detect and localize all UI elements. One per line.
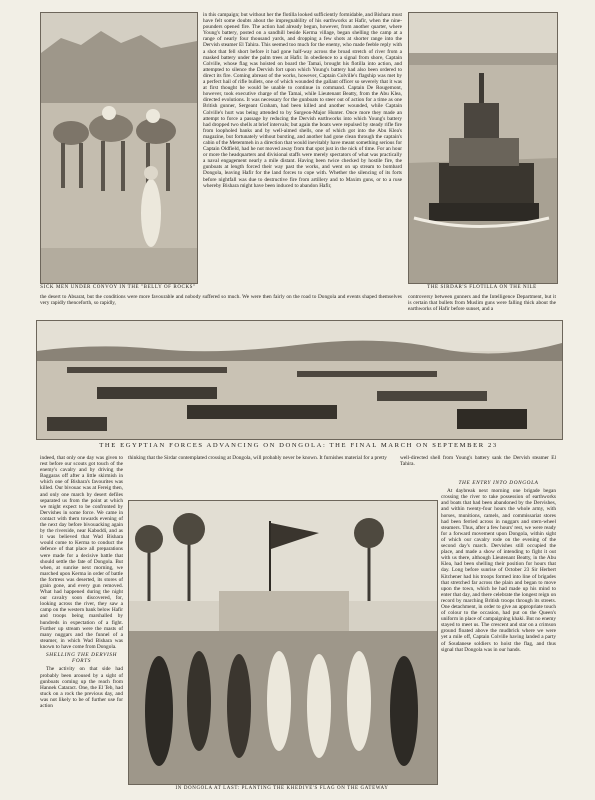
engraving-sick-men-convoy <box>40 12 198 284</box>
engraving-dongola-flag <box>128 500 438 785</box>
subheading-entry-dongola: THE ENTRY INTO DONGOLA <box>458 480 539 486</box>
article-paragraph: well-directed shell from Young's battery sank the Dervish steamer El Tahira. <box>400 455 556 468</box>
article-column-bottom-right-top <box>400 455 556 477</box>
banner-caption: THE EGYPTIAN FORCES ADVANCING ON DONGOLA: THE FINAL MARCH ON SEPTEMBER 23 <box>99 442 498 449</box>
subheading-shelling: SHELLING THE DERVISH FORTS <box>45 652 118 665</box>
article-column-bottom-left <box>40 455 123 795</box>
article-column-bottom-right <box>441 478 556 795</box>
article-paragraph: thinking that the Sirdar contemplated crossing at Dongola, will probably never be known. It furnishes material for a pretty <box>128 455 387 461</box>
article-column-top <box>203 12 402 282</box>
article-paragraph: in this campaign; but without her the flotilla looked sufficiently formidable, and Bishara must have felt some doubts about the impregnability of his earthworks at Hafir, when the nine-pounders opened fire. The action had already begun, however, from another quarter, where Young's battery, posted on a sandhill beside Kerma village, began shelling the camp at a range of nearly four thousand yards, and dropping a few shots at shorter range into the Dervish steamer El Tahira. This seemed too much for the enemy, who made feeble reply with a shot that fell short before it had gone half-way across the broad stretch of river from a masked battery under the palm trees at Hafir. In obedience to a signal from shore, Captain Colville, whose flag was hoisted on board the Tamai, brought his flotilla into action, and attempted to silence the Dervish fort upon which Young's battery had also been ordered to direct its fire. Coming abreast of the works, however, Captain Colville's flagship was met by a perfect hail of rifle bullets, one of which wounded the gallant officer so severely that it was at first thought he would be unable to continue in command. Captain De Rougemont, however, took executive charge of the Tamai, while Lieutenant Beatty, from the Abu Klea, directed evolutions. It was necessary for the gunboats to steer out of action for a time as one British gunner, Sergeant Graham, had been killed and another wounded, while Captain Colville's hurt was being attended to by Surgeon-Major Hunter. Once more they made an attempt to force a passage by reducing the Dervish earthworks into which Young's battery had dropped two shells at brief intervals; but again the boats were repulsed by steady rifle fire from loopholed banks and by well-aimed shells, one of which got into the Abu Klea's magazine, but fortunately without bursting, and another had gone clean through the captain's cabin of the Metemmeh in a direction that would inevitably have meant something serious for Captain Oldfield, had he not moved away from that spot just in the nick of time. For an hour or more the headquarters and divisional staffs were merely spectators of what was practically a naval engagement nearly a mile distant. Having been twice checked by hostile fire, the gunboats at length forced their way past the works, and went on up stream to bombard Dongola, leaving Hafir for the land forces to cope with. Whether the silencing of its forts before nightfall was due to destructive fire from artillery and to Maxim guns, or to a ruse whereby Bishara might have been induced to abandon Hafir, <box>203 12 402 189</box>
article-paragraph: The activity on that side had probably been aroused by a sight of gunboats coming up the reach from Hannek Cataract. One, the El Teb, had stuck on a rock the previous day, and was not likely to be of further use for action <box>40 666 123 709</box>
article-lower-right <box>408 294 556 316</box>
caption-flotilla: THE SIRDAR'S FLOTILLA ON THE NILE <box>427 285 537 290</box>
article-paragraph: controversy between gunners and the Intelligence Department, but it is certain that bullets from Muslim guns were falling thick about the earthworks of Hafir before sunset, and a <box>408 294 556 313</box>
article-lower-left <box>40 294 402 316</box>
engraving-flotilla-nile <box>408 12 558 284</box>
engraving-forces-advancing <box>36 320 563 440</box>
article-column-bottom-center <box>128 455 394 479</box>
article-paragraph: At daybreak next morning one brigade began crossing the river to take possession of earthworks and boats that had been abandoned by the Dervishes, and within twenty-four hours the whole army, with horses, munitions, camels, and commissariat stores had been ferried across in nuggars and stern-wheel steamers. Thus, after a few hours' rest, we were ready for a forward movement upon Dongola, within sight of which our cavalry rode on the evening of the second day's march. Dervishes still occupied the place, and made a show of intending to fight it out with us there, although Lieutenant Beatty, in the Abu Klea, had been shelling their position for hours that day. Long before sunrise of October 23 Sir Herbert Kitchener had his troops formed into line of brigades that stretched far across the plain and began to move upon the town, which he had made up his mind to enter that day, and there celebrate the longest reign on record by marching British troops through its streets. One detachment, in order to give an appropriate touch of colour to the occasion, had put on the Queen's uniform in place of campaigning khaki. But no enemy stayed to meet us. The crescent and star on a crimson ground floated above the mudbrick where we were yet a mile off, Captain Colville having landed a party of Soudanese soldiers to hoist the flag, and thus signal that Dongola was in our hands. <box>441 488 556 653</box>
caption-sick-men: SICK MEN UNDER CONVOY IN THE "BELLY OF ROCKS" <box>40 285 196 290</box>
article-paragraph: the desert to Absarat, but the conditions were more favourable and nobody suffered so much. We were then fairly on the road to Dongola and events shaped themselves very rapidly thenceforth, so rapidly, <box>40 294 402 307</box>
article-paragraph: indeed, that only one day was given to rest before our scouts got touch of the enemy's cavalry and by driving the Baggaras off after a little skirmish in which one of Bishara's favourites was killed. Our bivouac was at Fereig then, and only one march by desert defiles separated us from the point at which we might expect to be confronted by Dervishes in some force. We came in contact with them towards evening of the next day before bivouacking again by the riverside, near Kaboddi, and as it was believed that Wad Bishara would come to Kerma to conduct the defence of that place all preparations were made for a decisive battle that should settle the fate of Dongola. But when, at sunrise next morning, we marched upon Kerma in order of battle the fortress was deserted, its stores of grain gone, and every gun removed. What had happened during the night our cavalry soon discovered, for, looking across the river, they saw a camp on the western bank below Hafir and troops being marshalled by hundreds in expectation of a fight. Further up stream were the masts of many nuggars and the funnel of a steamer, in which Wad Bishara was known to have come from Dongola. <box>40 455 123 650</box>
caption-dongola-flag: IN DONGOLA AT LAST: PLANTING THE KHEDIVE'S FLAG ON THE GATEWAY <box>175 786 389 791</box>
